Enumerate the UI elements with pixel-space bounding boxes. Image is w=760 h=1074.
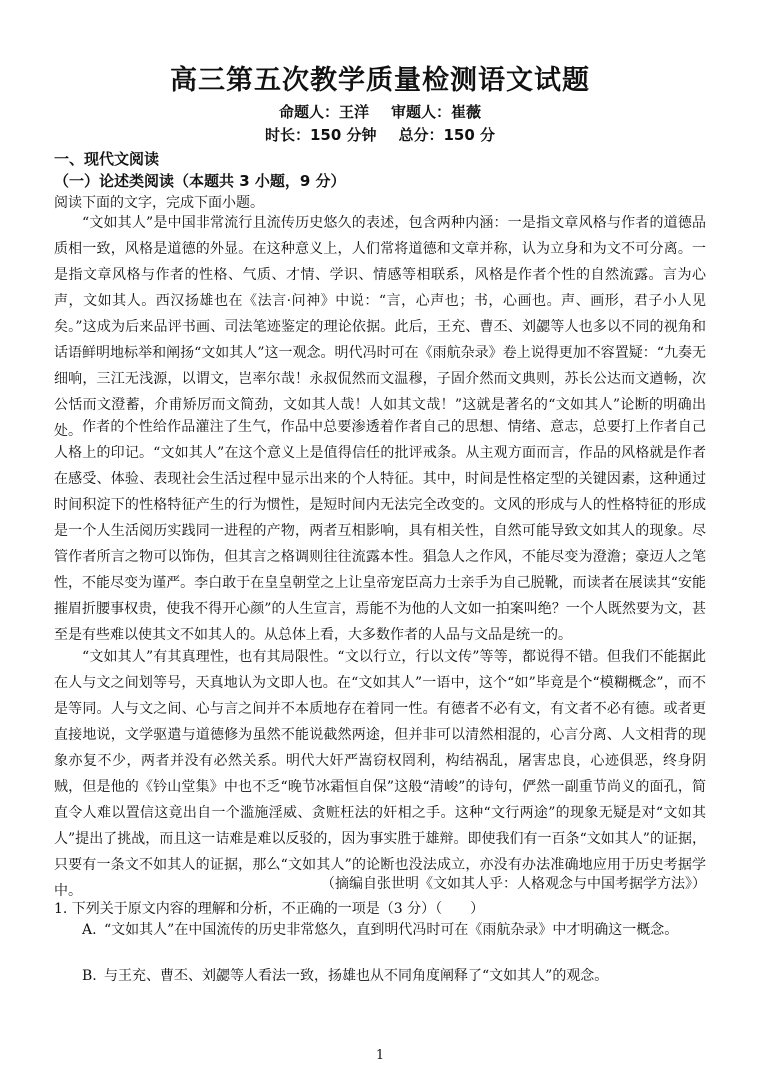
passage-paragraph-1: “文如其人”是中国非常流行且流传历史悠久的表述，包含两种内涵：一是指文章风格与作者的道德品质相一致，风格是道德的外显。在这种意义上，人们常将道德和文章并称，认为立身和为文不可分离。一是指文章风格与作者的性格、气质、才情、学识、情感等相联系，风格是作者个性的自然流露。言为心声，文如其人。西汉扬雄也在《法言·问神》中说：“言，心声也；书，心画也。声、画形，君子小人见矣。”这成为后来品评书画、司法笔迹鉴定的理论依据。此后，王充、曹丕、刘勰等人也多以不同的视角和话语鲜明地标举和阐扬“文如其人”这一观念。明代冯时可在《雨航杂录》卷上说得更加不容置疑：“九奏无细响，三江无浅源，以谓文，岂率尔哉！永叔侃然而文温穆，子固介然而文典则，苏长公达而文遒畅，次公恬而文澄蓄，介甫矫厉而文简劲，文如其人哉！人如其文哉！”这就是著名的“文如其人”论断的明确出处。 bbox=[54, 215, 706, 439]
exam-info bbox=[0, 124, 760, 145]
page-number: 1 bbox=[375, 1048, 385, 1063]
option-label: A. bbox=[82, 922, 97, 938]
question-option-b bbox=[82, 964, 706, 988]
question-stem: 1. 下列关于原文内容的理解和分析，不正确的一项是（3 分）（ ） bbox=[54, 901, 485, 917]
reviewer-label: 审题人：崔薇 bbox=[391, 103, 482, 121]
option-label: B. bbox=[82, 968, 97, 984]
option-text: 与王充、曹丕、刘勰等人看法一致，扬雄也从不同角度阐释了“文如其人”的观念。 bbox=[104, 968, 609, 984]
question-option-a bbox=[82, 918, 706, 942]
subsection-heading: （一）论述类阅读（本题共 3 小题，9 分） bbox=[54, 172, 346, 190]
total-score-label: 总分：150 分 bbox=[398, 126, 496, 144]
section-heading: 一、现代文阅读 bbox=[54, 150, 160, 168]
duration-label: 时长：150 分钟 bbox=[264, 126, 377, 144]
passage-source: （摘编自张世明《文如其人乎：人格观念与中国考据学方法》） bbox=[321, 876, 706, 892]
exam-authors bbox=[0, 101, 760, 122]
exam-title: 高三第五次教学质量检测语文试题 bbox=[170, 65, 590, 96]
setter-label: 命题人：王洋 bbox=[278, 103, 369, 121]
option-text: “文如其人”在中国流传的历史非常悠久，直到明代冯时可在《雨航杂录》中才明确这一概念。 bbox=[104, 922, 679, 938]
passage-paragraph-3: “文如其人”有其真理性，也有其局限性。“文以行立，行以文传”等等，都说得不错。但我们不能据此在人与文之间划等号，天真地认为文即人也。在“文如其人”一语中，这个“如”毕竟是个“模糊概念”，而不是等同。人与文之间、心与言之间并不本质地存在着同一性。有德者不必有文，有文者不必有德。或者更直接地说，文学驱遣与道德修为虽然不能说截然两途，但并非可以清然相混的，心言分离、人文相背的现象亦复不少，两者并没有必然关系。明代大奸严嵩窃权罔利，构结祸乱，屠害忠良，心迹俱恶，终身阴贼，但是他的《钤山堂集》中也不乏“晚节冰霜恒自保”这般“清峻”的诗句，俨然一副重节尚义的面孔，简直令人难以置信这竟出自一个滥施淫威、贪赃枉法的奸相之手。这种“文行两途”的现象无疑是对“文如其人”提出了挑战，而且这一诘难是难以反驳的，因为事实胜于雄辩。即使我们有一百条“文如其人”的证据，只要有一条文不如其人的证据，那么“文如其人”的论断也没法成立，亦没有办法准确地应用于历史考据学中。 bbox=[54, 649, 706, 899]
passage-paragraph-2: 作者的个性给作品灌注了生气，作品中总要渗透着作者自己的思想、情绪、意志，总要打上作者自己人格上的印记。“文如其人”在这个意义上是值得信任的批评戒条。从主观方面而言，作品的风格就是作者在感受、体验、表现社会生活过程中显示出来的个人特征。其中，时间是性格定型的关键因素，这种通过时间积淀下的性格特征产生的行为惯性，是短时间内无法完全改变的。文风的形成与人的性格特征的形成是一个人生活阅历实践同一进程的产物，两者互相影响，具有相关性，自然可能导致文如其人的现象。尽管作者所言之物可以饰伪，但其言之格调则往往流露本性。猖急人之作风，不能尽变为澄澹；豪迈人之笔性，不能尽变为谨严。李白敢于在皇皇朝堂之上让皇帝宠臣高力士亲手为自己脱靴，而读者在展读其“安能摧眉折腰事权贵，使我不得开心颜”的人生宣言，焉能不为他的人文如一拍案叫绝？一个人既然要为文，甚至是有些难以使其文不如其人的。从总体上看，大多数作者的人品与文品是统一的。 bbox=[54, 419, 706, 643]
reading-instruction: 阅读下面的文字，完成下面小题。 bbox=[54, 195, 264, 211]
